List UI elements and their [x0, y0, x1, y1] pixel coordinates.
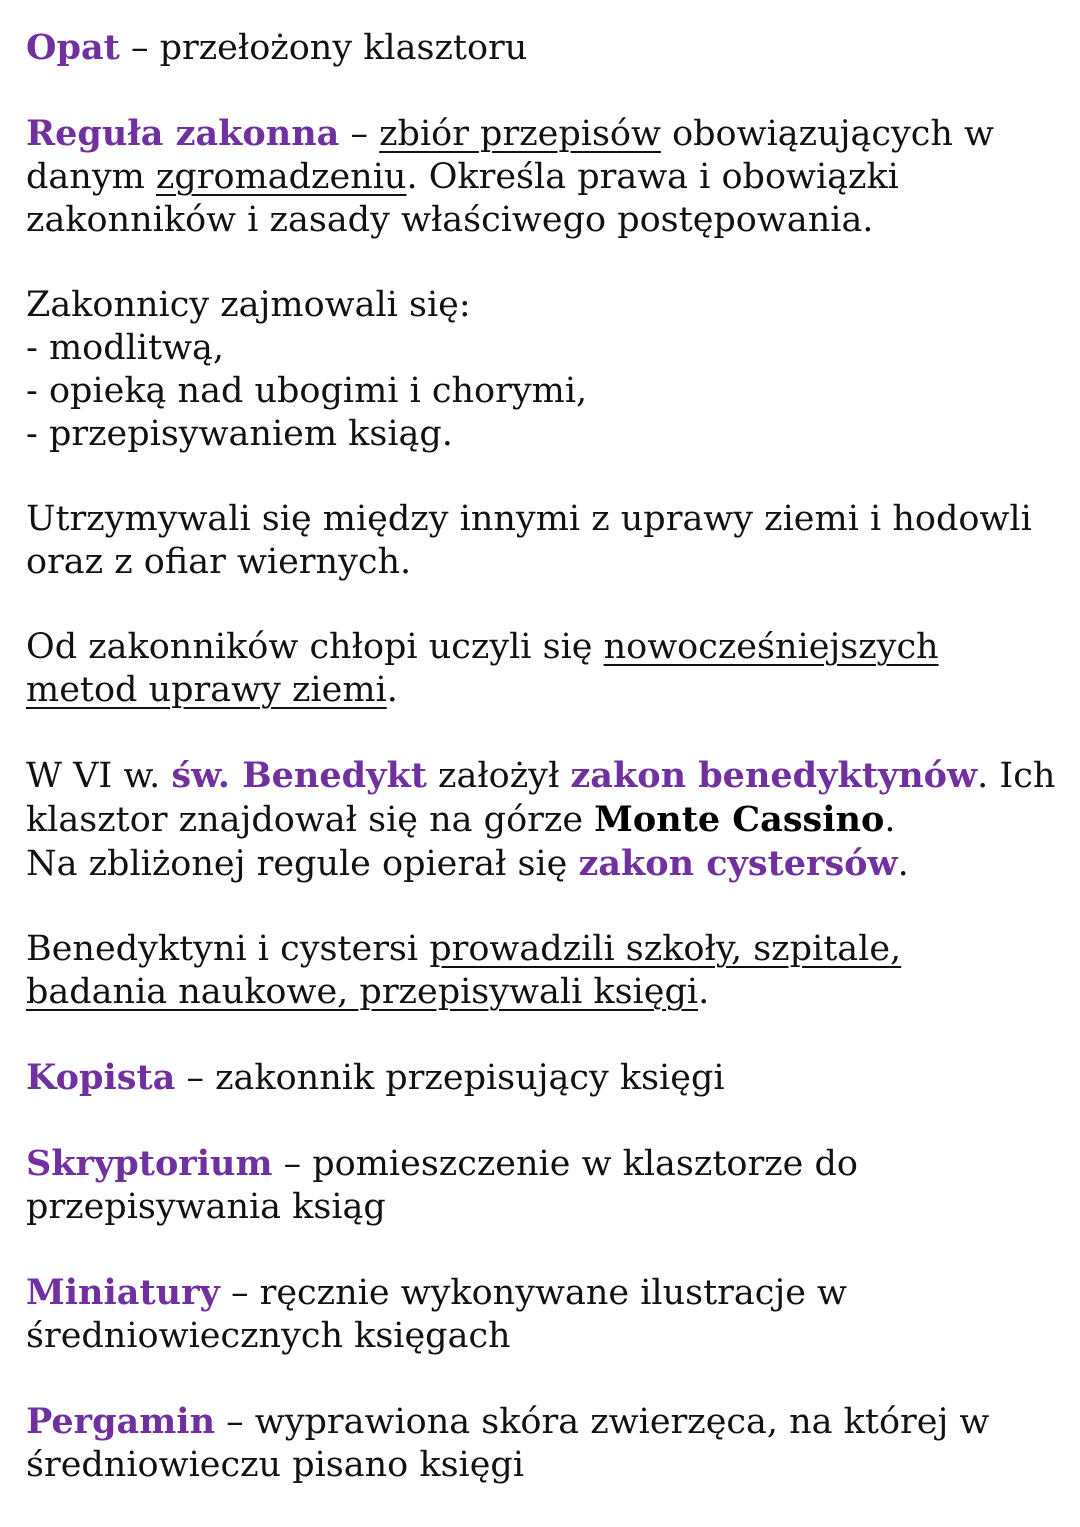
list-zajecia-zakonnikow — [26, 284, 1066, 456]
term-zakon-cystersow: zakon cystersów — [578, 843, 898, 884]
definition-pergamin: Pergamin – wyprawiona skóra zwierzęca, na której w średniowieczu pisano księgi — [26, 1401, 990, 1485]
term-kopista: Kopista — [26, 1057, 176, 1098]
definition-skryptorium: Skryptorium – pomieszczenie w klasztorze do przepisywania ksiąg — [26, 1143, 858, 1227]
term-skryptorium: Skryptorium — [26, 1143, 273, 1184]
paragraph-chlopi: Od zakonników chłopi uczyli się nowocześniejszych metod uprawy ziemi. — [26, 627, 939, 710]
underlined-badania-naukowe: badania naukowe, przepisywali księgi — [26, 972, 699, 1012]
underlined-zgromadzeniu: zgromadzeniu — [155, 157, 407, 197]
underlined-metod-uprawy: metod uprawy ziemi — [26, 670, 387, 710]
term-zakon-benedyktynow: zakon benedyktynów — [570, 755, 978, 796]
term-monte-cassino: Monte Cassino — [594, 799, 885, 840]
definition-kopista: Kopista – zakonnik przepisujący księgi — [26, 1057, 725, 1098]
term-miniatury: Miniatury — [26, 1272, 220, 1313]
term-opat: Opat — [26, 27, 120, 68]
list-item: - opieką nad ubogimi i chorymi, — [26, 371, 588, 411]
definition-opat-text: – przełożony klasztoru — [119, 28, 528, 68]
definition-opat — [26, 26, 1066, 70]
notes-page — [26, 26, 1066, 1487]
underlined-prowadzili-szkoly: prowadzili szkoły, szpitale, — [429, 929, 902, 969]
list-item: - przepisywaniem ksiąg. — [26, 414, 453, 454]
term-regula-zakonna: Reguła zakonna — [26, 113, 340, 154]
definition-regula-zakonna: Reguła zakonna – zbiór przepisów obowiązujących w danym zgromadzeniu. Określa prawa i obowiązki zakonników i zasady właściwego postępowania. — [26, 113, 994, 240]
underlined-nowoczesniejszych: nowocześniejszych — [603, 627, 939, 667]
term-pergamin: Pergamin — [26, 1401, 216, 1442]
underlined-zbior-przepisow: zbiór przepisów — [379, 114, 661, 154]
list-heading: Zakonnicy zajmowali się: — [26, 285, 471, 325]
paragraph-szkoly: Benedyktyni i cystersi prowadzili szkoły, szpitale, badania naukowe, przepisywali księgi. — [26, 929, 902, 1012]
term-sw-benedykt: św. Benedykt — [171, 755, 427, 796]
paragraph-utrzymanie: Utrzymywali się między innymi z uprawy ziemi i hodowli oraz z ofiar wiernych. — [26, 499, 1032, 582]
paragraph-benedykt: W VI w. św. Benedykt założył zakon benedyktynów. Ich klasztor znajdował się na górze Monte Cassino. Na zbliżonej regule opierał się zakon cystersów. — [26, 755, 1056, 884]
list-item: - modlitwą, — [26, 328, 225, 368]
definition-miniatury: Miniatury – ręcznie wykonywane ilustracje w średniowiecznych księgach — [26, 1272, 848, 1356]
